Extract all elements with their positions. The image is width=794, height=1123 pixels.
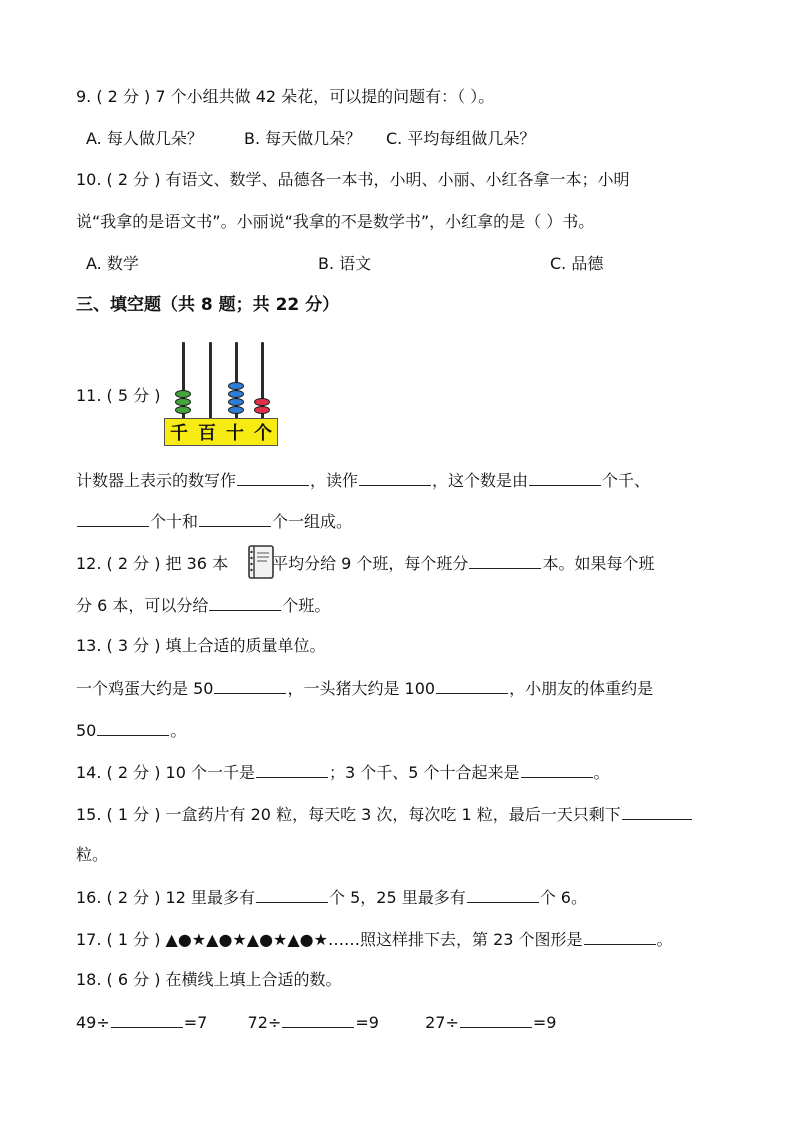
answer-blank[interactable] — [436, 677, 508, 694]
abacus-label-ones: 个 — [254, 423, 272, 444]
q15-line2: 粒。 — [76, 845, 109, 864]
q10-option-a: A. 数学 — [86, 254, 139, 273]
answer-blank[interactable] — [467, 886, 539, 903]
abacus-bead — [175, 406, 191, 414]
answer-blank[interactable] — [521, 761, 593, 778]
q10-stem-line1: 10. ( 2 分 ) 有语文、数学、品德各一本书，小明、小丽、小红各拿一本；小明 — [76, 170, 630, 189]
q11-text: 个一组成。 — [272, 512, 353, 531]
q9-option-c: C. 平均每组做几朵？ — [386, 129, 536, 148]
abacus-bead — [175, 398, 191, 406]
q10-stem-line2: 说“我拿的是语文书”。小丽说“我拿的不是数学书”，小红拿的是（ ）书。 — [76, 212, 595, 231]
q13-text: ，一头猪大约是 100 — [287, 679, 436, 698]
abacus-label-thousands: 千 — [170, 423, 188, 444]
q13-text: 50 — [76, 721, 97, 740]
q9-option-b: B. 每天做几朵？ — [244, 129, 362, 148]
q11-text: 个十和 — [150, 512, 199, 531]
q18-eq3-right: =9 — [532, 1013, 557, 1032]
q12-line1 — [76, 552, 654, 575]
q15-line1 — [76, 803, 693, 826]
abacus-bead — [228, 398, 244, 406]
q17-text: 17. ( 1 分 ) ▲●★▲●★▲●★▲●★……照这样排下去，第 23 个图形是 — [76, 930, 583, 949]
abacus-bead — [175, 390, 191, 398]
q16-text: 个 6。 — [539, 888, 587, 907]
answer-blank[interactable] — [622, 803, 692, 820]
q11-text: ，读作 — [310, 471, 359, 490]
q18-eq3-left: 27÷ — [425, 1013, 459, 1032]
answer-blank[interactable] — [97, 719, 169, 736]
q10-option-b: B. 语文 — [318, 254, 372, 273]
q17-text: 。 — [656, 930, 673, 949]
answer-blank[interactable] — [282, 1011, 354, 1028]
abacus-bead — [254, 406, 270, 414]
q13-line3 — [76, 719, 186, 742]
q18-stem: 18. ( 6 分 ) 在横线上填上合适的数。 — [76, 970, 342, 989]
answer-blank[interactable] — [199, 510, 271, 527]
q13-stem: 13. ( 3 分 ) 填上合适的质量单位。 — [76, 636, 326, 655]
q9-stem: 9. ( 2 分 ) 7 个小组共做 42 朵花，可以提的问题有：（ ）。 — [76, 87, 495, 106]
answer-blank[interactable] — [469, 552, 541, 569]
q11-label: 11. ( 5 分 ) — [76, 386, 161, 405]
abacus-figure — [160, 340, 282, 450]
q11-line2 — [76, 510, 352, 533]
answer-blank[interactable] — [111, 1011, 183, 1028]
q10-option-c: C. 品德 — [550, 254, 604, 273]
abacus-label-tens: 十 — [226, 423, 244, 444]
q12-text: 平均分给 9 个班，每个班分 — [272, 554, 469, 573]
q11-line1 — [76, 469, 650, 492]
q14-text: ；3 个千、5 个十合起来是 — [329, 763, 520, 782]
answer-blank[interactable] — [529, 469, 601, 486]
q18-eq1-left: 49÷ — [76, 1013, 110, 1032]
answer-blank[interactable] — [256, 761, 328, 778]
section-heading: 三、填空题（共 8 题；共 22 分） — [76, 295, 340, 315]
q12-text: 分 6 本，可以分给 — [76, 596, 209, 615]
abacus-bead — [228, 382, 244, 390]
abacus-rod-hundreds — [209, 342, 212, 424]
abacus-bead — [228, 390, 244, 398]
answer-blank[interactable] — [209, 594, 281, 611]
answer-blank[interactable] — [460, 1011, 532, 1028]
q11-text: 计数器上表示的数写作 — [76, 471, 237, 490]
q18-eq2-left: 72÷ — [247, 1013, 282, 1032]
abacus-place-labels — [164, 418, 278, 446]
q17-line — [76, 928, 673, 951]
answer-blank[interactable] — [584, 928, 656, 945]
q14-text: 。 — [593, 763, 610, 782]
q9-option-a: A. 每人做几朵？ — [86, 129, 203, 148]
q16-line — [76, 886, 587, 909]
abacus-bead — [228, 406, 244, 414]
q14-text: 14. ( 2 分 ) 10 个一千是 — [76, 763, 255, 782]
q14-line — [76, 761, 610, 784]
answer-blank[interactable] — [359, 469, 431, 486]
q18-equations — [76, 1011, 556, 1034]
abacus-bead — [254, 398, 270, 406]
q16-text: 个 5，25 里最多有 — [329, 888, 466, 907]
answer-blank[interactable] — [256, 886, 328, 903]
q18-eq1-right: =7 — [183, 1013, 208, 1032]
q12-line2 — [76, 594, 330, 617]
answer-blank[interactable] — [214, 677, 286, 694]
answer-blank[interactable] — [237, 469, 309, 486]
q12-text: 个班。 — [282, 596, 331, 615]
q18-eq2-right: =9 — [355, 1013, 379, 1032]
q13-line2 — [76, 677, 653, 700]
q11-text: 个千、 — [602, 471, 651, 490]
q11-text: ，这个数是由 — [432, 471, 529, 490]
q13-text: 一个鸡蛋大约是 50 — [76, 679, 214, 698]
q15-text: 15. ( 1 分 ) 一盒药片有 20 粒，每天吃 3 次，每次吃 1 粒，最后一天只剩下 — [76, 805, 621, 824]
q16-text: 16. ( 2 分 ) 12 里最多有 — [76, 888, 255, 907]
q12-text: 本。如果每个班 — [542, 554, 655, 573]
q12-text: 12. ( 2 分 ) 把 36 本 — [76, 554, 229, 573]
answer-blank[interactable] — [77, 510, 149, 527]
abacus-label-hundreds: 百 — [198, 423, 216, 444]
q13-text: ，小朋友的体重约是 — [509, 679, 654, 698]
q13-text: 。 — [170, 721, 187, 740]
